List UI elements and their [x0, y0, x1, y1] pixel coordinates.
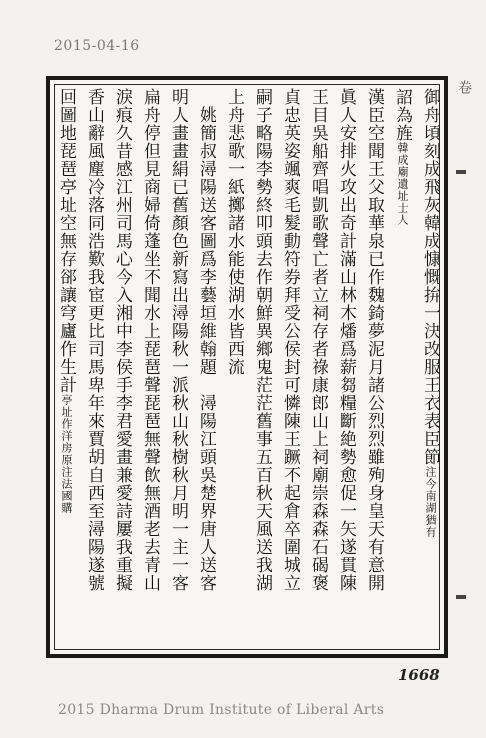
text-column: 上舟悲歌一紙擲諸水能使湖水皆西流 [224, 88, 244, 376]
text-column: 貞忠英姿颯爽毛髮動符券拜受公侯封可憐陳王蹶不起倉卒圍城立 [280, 88, 300, 592]
text-column: 香山辭風塵冷落同浩歎我宦更比司馬卑年來賈胡自西至潯陽遂號 [84, 88, 104, 592]
text-columns [56, 88, 440, 650]
text-column: 扁舟停但見商婦倚蓬坐不聞水上琵琶聲琵琶無聲飲無酒老去青山 [140, 88, 160, 592]
edge-tick [456, 595, 466, 599]
text-column: 御舟頃刻成飛灰韓成慷慨拚一決改服王衣表臣節注今南湖猶有 [420, 88, 440, 538]
text-column: 淚痕久昔感江州司馬心今入湘中李侯手李君愛畫兼愛詩屢我重擬 [112, 88, 132, 592]
text-column: 漢臣空聞王父取華泉已作魏錡夢泥月諸公烈烈雖殉身皇天有意開 [364, 88, 384, 592]
text-column: 眞人安排火攻出奇計滿山林木燔爲薪芻糧斷絶勢愈促一矢遂貫陳 [336, 88, 356, 592]
edge-tick [456, 170, 466, 174]
footer-credit: 2015 Dharma Drum Institute of Liberal Arts [58, 702, 385, 718]
text-column: 姚簡叔潯陽送客圖爲李藝垣維翰題 潯陽江頭吳楚界唐人送客 [196, 88, 216, 592]
page-number: 1668 [398, 666, 440, 684]
page-frame [46, 76, 448, 658]
text-column: 詔為旌韓成廟遺址士人 [392, 88, 412, 226]
date-stamp: 2015-04-16 [54, 38, 140, 54]
text-column: 王目吳船齊唱凱歌聲亡者立祠存者祿康郎山上祠廟崇森森石碣褒 [308, 88, 328, 592]
text-column: 回圖地琵琶亭址空無存郤讓穹廬作生計亭址作洋房原注法國購 [56, 88, 76, 514]
text-column: 嗣子略陽李勢終叩頭去作朝鮮異鄉鬼茫茫舊事五百秋天風送我湖 [252, 88, 272, 592]
binding-edge-mark [452, 80, 474, 640]
edge-label: 卷 [456, 80, 472, 94]
text-column: 明人畫畫絹已舊顏色新寫出潯陽秋一派秋山秋樹秋月明一主一客 [168, 88, 188, 592]
